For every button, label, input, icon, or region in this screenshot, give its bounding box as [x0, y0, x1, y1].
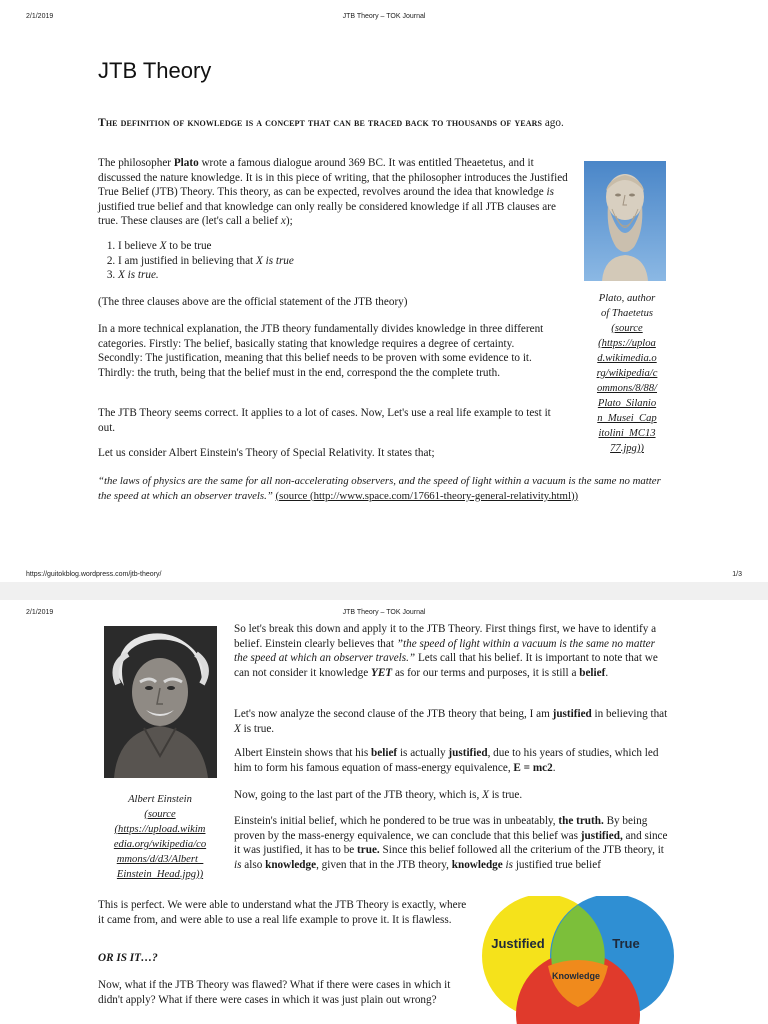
caption-link-line: (https://upload.wikim: [114, 824, 206, 835]
text: belief: [579, 666, 606, 679]
paragraph-break-down: [234, 622, 670, 680]
plato-bust-image: [584, 161, 666, 281]
text: is actually: [397, 747, 449, 759]
header-title: JTB Theory – TOK Journal: [342, 13, 426, 20]
text: belief: [371, 747, 398, 759]
caption-link-line: Einstein_Head.jpg)): [116, 869, 204, 880]
text: justified: [448, 747, 488, 759]
text: also: [241, 858, 266, 871]
footer-page-number: 1/3: [732, 571, 742, 578]
text: knowledge: [265, 858, 317, 871]
text: is true.: [240, 722, 275, 735]
venn-label-true: True: [612, 936, 640, 951]
header-date: 2/1/2019: [26, 13, 54, 20]
text: Einstein's initial belief, which he pondered to be true was in unbeatably,: [234, 815, 559, 827]
text: Albert Einstein shows that his: [234, 747, 372, 759]
text: ”the speed of light within a vacuum is the same no matter the speed at which an observer travels.”: [234, 637, 656, 665]
venn-label-justified: Justified: [491, 936, 545, 951]
text: , given that in the JTB theory,: [316, 858, 452, 871]
einstein-photo: [104, 626, 217, 778]
caption-line: of Thaetetus: [600, 308, 654, 319]
text: .: [552, 761, 556, 774]
caption-line: Plato, author: [598, 293, 656, 304]
text: to be true: [166, 240, 212, 252]
text: knowledge: [451, 858, 503, 871]
page-separator: [0, 582, 768, 600]
text: The philosopher: [98, 157, 174, 169]
text: true.: [357, 844, 380, 857]
text: I am justified in believing that: [118, 254, 256, 267]
caption-link-line: edia.org/wikipedia/co: [113, 839, 207, 850]
caption-link-line: ommons/8/88/: [596, 383, 658, 394]
paragraph-official: (The three clauses above are the official statement of the JTB theory): [98, 296, 408, 308]
caption-link-line: itolini_MC13: [598, 428, 656, 439]
list-item: [118, 254, 294, 269]
text: justified true belief: [513, 858, 601, 871]
paragraph-second-clause: [234, 707, 670, 736]
x-italic: x: [280, 215, 286, 228]
text: is: [234, 858, 242, 871]
text: X: [482, 789, 489, 801]
page-title: JTB Theory: [98, 58, 212, 83]
text: YET: [371, 666, 393, 679]
text: X: [159, 240, 167, 252]
caption-link-line: n_Musei_Cap: [597, 413, 657, 424]
caption-link-line: Plato_Silanio: [597, 398, 657, 409]
text: I believe: [118, 240, 160, 252]
text: Let's now analyze the second clause of the JTB theory that being, I am: [234, 708, 553, 720]
text: the truth.: [558, 815, 604, 827]
text: is: [505, 858, 514, 871]
plato-bold: Plato: [173, 157, 199, 169]
paragraph-what-if: Now, what if the JTB Theory was flawed? What if there were cases in which it didn't apply? What if there were cases in which it was just plain out wrong?: [98, 979, 451, 1006]
text: justified,: [580, 829, 623, 842]
or-is-it-heading: OR IS IT…?: [98, 952, 158, 964]
text: So let's break this down and apply it to the JTB Theory. First things first, we have to identify a belief. Einstein clearly believes that: [234, 623, 657, 650]
document-page-2: [0, 600, 768, 1024]
text: wrote a famous dialogue around 369 BC. It was entitled Theaetetus, and it discussed the nature knowledge. It is in this piece of writing, that the philosopher introduces the Justified True Belief (JTB) Theory. This theory, as can be expected, revolves around the idea that knowledge: [98, 157, 568, 199]
caption-link-line: 77.jpg)): [610, 443, 644, 454]
text: justified: [552, 708, 592, 720]
text: and since it was justified, it has to be: [234, 829, 668, 857]
intro-rest: ago.: [544, 117, 564, 129]
caption-link-line: (https://uploa: [598, 338, 656, 349]
list-item: [118, 239, 294, 254]
caption-link-line: (source: [611, 323, 643, 334]
paragraph-justification: [234, 746, 670, 775]
relativity-quote: [98, 474, 674, 503]
text: as for our terms and purposes, it is still a: [392, 666, 580, 679]
text: );: [285, 215, 293, 228]
paragraph-seems-correct: The JTB Theory seems correct. It applies to a lot of cases. Now, Let's use a real life example to test it out.: [98, 407, 551, 434]
text: , due to his years of studies, which led him to form his famous equation of mass-energy equivalence,: [234, 747, 659, 774]
caption-link-line: (source: [144, 809, 176, 820]
text: Since this belief followed all the criterium of the JTB theory, it: [379, 844, 664, 857]
paragraph-plato: [98, 156, 568, 229]
jtb-clauses-list: [100, 239, 294, 283]
text: Now, going to the last part of the JTB theory, which is,: [234, 789, 483, 801]
jtb-venn-diagram: [472, 896, 684, 1024]
intro-caps: The definition of knowledge is a concept that can be traced back to thousands of years: [98, 116, 543, 129]
paragraph-technical: In a more technical explanation, the JTB theory fundamentally divides knowledge in three different categories. Firstly: The belief, basically stating that knowledge requires a degree of certainty. Secondly: The justification, meaning that this belief needs to be proven with some evidence to it. Thirdly: the truth, being that the belief must in the end, correspond the the complete truth.: [98, 323, 544, 379]
text: X is true: [255, 254, 294, 267]
paragraph-einstein-intro: Let us consider Albert Einstein's Theory of Special Relativity. It states that;: [98, 447, 435, 459]
text: E = mc2: [513, 761, 553, 774]
plato-source-link[interactable]: [578, 321, 676, 456]
quote-text: “the laws of physics are the same for all non-accelerating observers, and the speed of light within a vacuum is the same no matter the speed at which an observer travels.”: [98, 475, 661, 502]
text: X is true.: [118, 269, 159, 282]
footer-url[interactable]: https://guitokblog.wordpress.com/jtb-theory/: [26, 571, 162, 578]
header-date: 2/1/2019: [26, 609, 54, 616]
quote-source-link[interactable]: (source (http://www.space.com/17661-theory-general-relativity.html)): [275, 489, 579, 502]
text: By being proven by the mass-energy equivalence, we can conclude that this belief was: [234, 815, 648, 842]
caption-link-line: d.wikimedia.o: [597, 353, 657, 364]
paragraph-perfect: This is perfect. We were able to understand what the JTB Theory is exactly, where it came from, and were able to use a real life example to prove it. It is flawless.: [98, 899, 467, 926]
text: justified true belief and that knowledge can only really be considered knowledge if all JTB clauses are true. These clauses are (let's call a belief: [98, 200, 556, 228]
list-item: [118, 268, 294, 283]
paragraph-conclusion: [234, 814, 670, 872]
venn-label-knowledge: Knowledge: [551, 971, 601, 981]
paragraph-last-part: [234, 788, 670, 803]
text: in believing that: [591, 708, 668, 720]
plato-caption: [578, 291, 676, 456]
caption-link-line: mmons/d/d3/Albert_: [116, 854, 204, 865]
caption-line: Albert Einstein: [128, 794, 192, 805]
is-italic: is: [546, 186, 554, 199]
header-title: JTB Theory – TOK Journal: [342, 609, 426, 616]
caption-link-line: rg/wikipedia/c: [596, 368, 658, 379]
text: Lets call that his belief. It is important to note that we can not consider it knowledge: [234, 652, 658, 679]
text: is true.: [488, 789, 523, 801]
intro-paragraph: [98, 116, 678, 131]
text: X: [234, 722, 241, 735]
einstein-caption: [100, 792, 220, 882]
text: .: [605, 666, 609, 679]
einstein-source-link[interactable]: [100, 807, 220, 882]
